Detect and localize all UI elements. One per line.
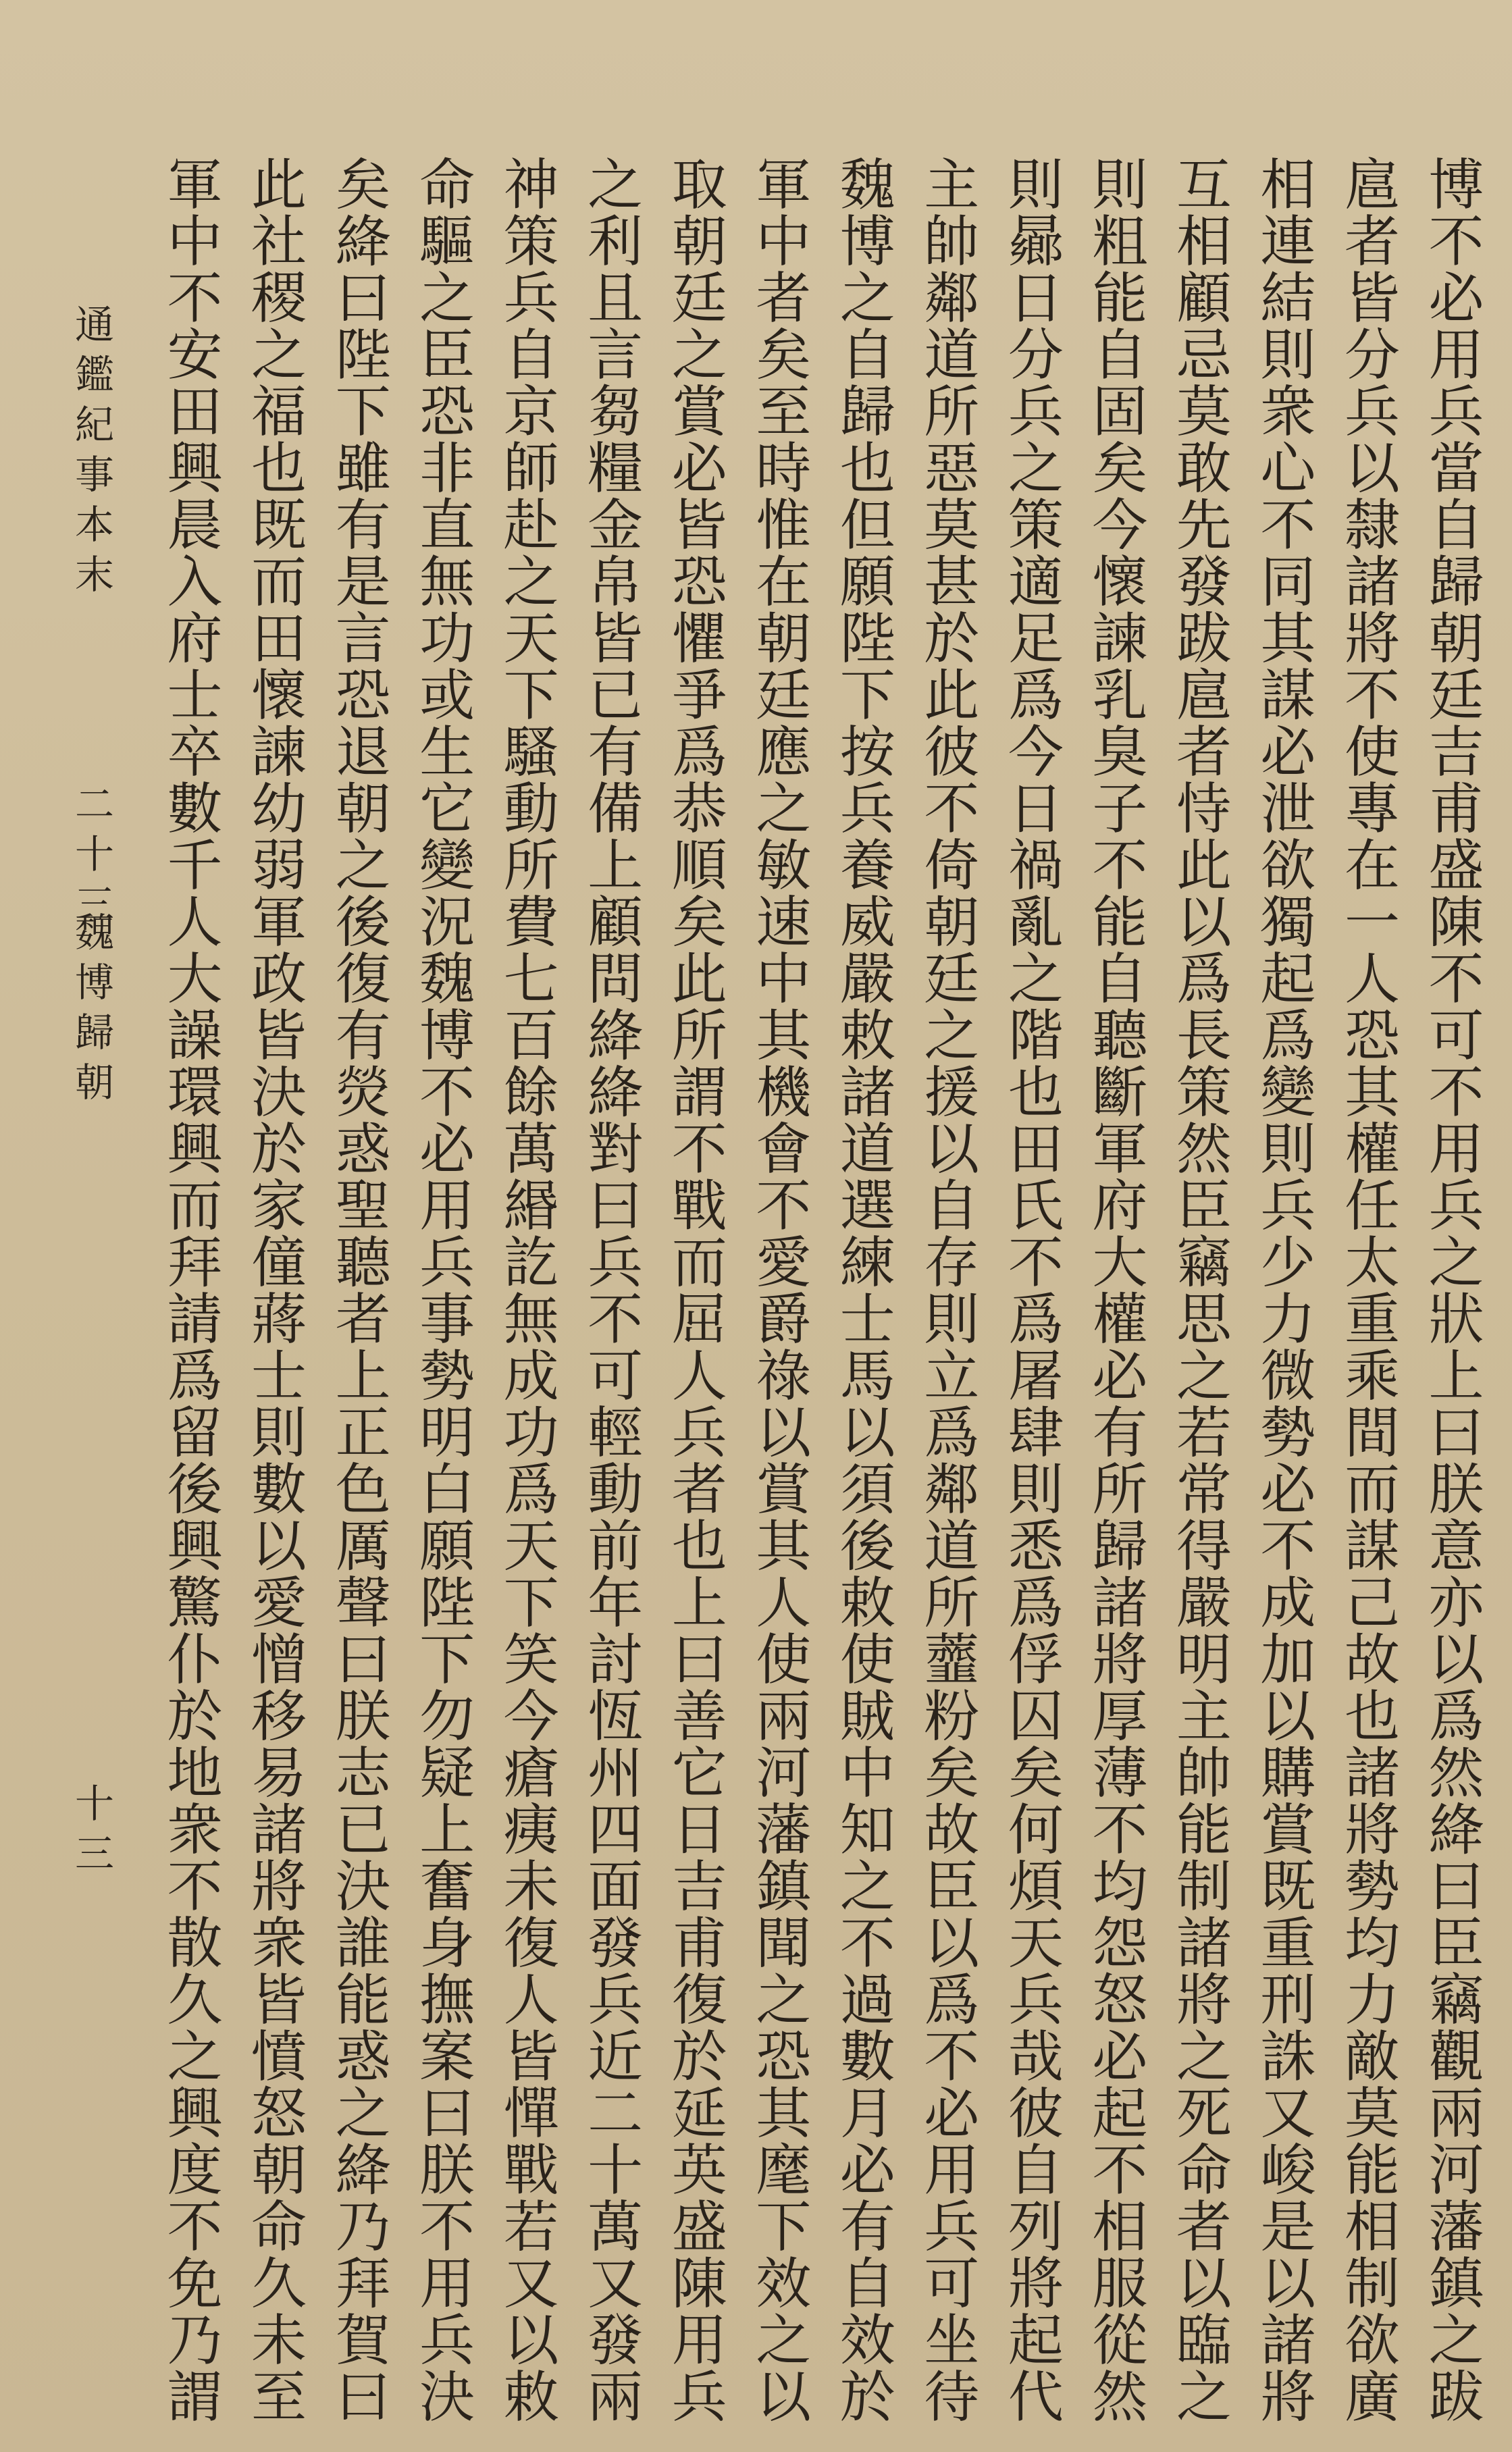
- text-column-8: 魏博之自歸也但願陛下按兵養威嚴敕諸道選練士馬以須後敕使賊中知之不過數月必有自效於: [831, 155, 895, 2424]
- text-column-9: 軍中者矣至時惟在朝廷應之敏速中其機會不愛爵祿以賞其人使兩河藩鎮聞之恐其麾下效之以: [746, 155, 811, 2424]
- text-column-13: 命驅之臣恐非直無功或生它變況魏博不必用兵事勢明白願陛下勿疑上奮身撫案曰朕不用兵決: [410, 155, 475, 2424]
- volume-number: 二十三: [68, 783, 114, 933]
- book-title: 通鑑紀事本末: [68, 304, 114, 604]
- text-column-11: 之利且言芻糧金帛皆已有備上顧問絳絳對曰兵不可輕動前年討恆州四面發兵近二十萬又發兩: [578, 155, 643, 2424]
- text-column-10: 取朝廷之賞必皆恐懼爭爲恭順矣此所謂不戰而屈人兵者也上曰善它日吉甫復於延英盛陳用兵: [662, 155, 727, 2424]
- text-column-7: 主帥鄰道所惡莫甚於此彼不倚朝廷之援以自存則立爲鄰道所虀粉矣故臣以爲不必用兵可坐待: [914, 155, 979, 2424]
- text-column-4: 互相顧忌莫敢先發跋扈者恃此以爲長策然臣竊思之若常得嚴明主帥能制諸將之死命者以臨之: [1167, 155, 1232, 2424]
- text-column-2: 扈者皆分兵以隸諸將不使專在一人恐其權任太重乘間而謀己故也諸將勢均力敵莫能相制欲廣: [1335, 155, 1400, 2424]
- page-number: 十三: [68, 1783, 114, 1883]
- text-column-15: 此社稷之福也既而田懷諫幼弱軍政皆決於家僮蔣士則數以愛憎移易諸將衆皆憤怒朝命久未至: [242, 155, 307, 2424]
- text-column-1: 博不必用兵當自歸朝廷吉甫盛陳不可不用兵之狀上曰朕意亦以爲然絳曰臣竊觀兩河藩鎮之跋: [1419, 155, 1484, 2424]
- section-title: 魏博歸朝: [68, 912, 114, 1112]
- text-column-5: 則粗能自固矣今懷諫乳臭子不能自聽斷軍府大權必有所歸諸將厚薄不均怨怒必起不相服從然: [1083, 155, 1147, 2424]
- main-text-block: [158, 155, 1484, 2424]
- text-column-3: 相連結則衆心不同其謀必泄欲獨起爲變則兵少力微勢必不成加以購賞既重刑誅又峻是以諸將: [1251, 155, 1315, 2424]
- text-column-12: 神策兵自京師赴之天下騷動所費七百餘萬緡訖無成功爲天下笑今瘡痍未復人皆憚戰若又以敕: [494, 155, 559, 2424]
- page-margin-column: [54, 304, 128, 2127]
- text-column-6: 則曏日分兵之策適足爲今日禍亂之階也田氏不爲屠肆則悉爲俘囚矣何煩天兵哉彼自列將起代: [999, 155, 1064, 2424]
- text-column-16: 軍中不安田興晨入府士卒數千人大譟環興而拜請爲留後興驚仆於地衆不散久之興度不免乃謂: [158, 155, 222, 2424]
- text-column-14: 矣絳曰陛下雖有是言恐退朝之後復有熒惑聖聽者上正色厲聲曰朕志已決誰能惑之絳乃拜賀曰: [326, 155, 391, 2424]
